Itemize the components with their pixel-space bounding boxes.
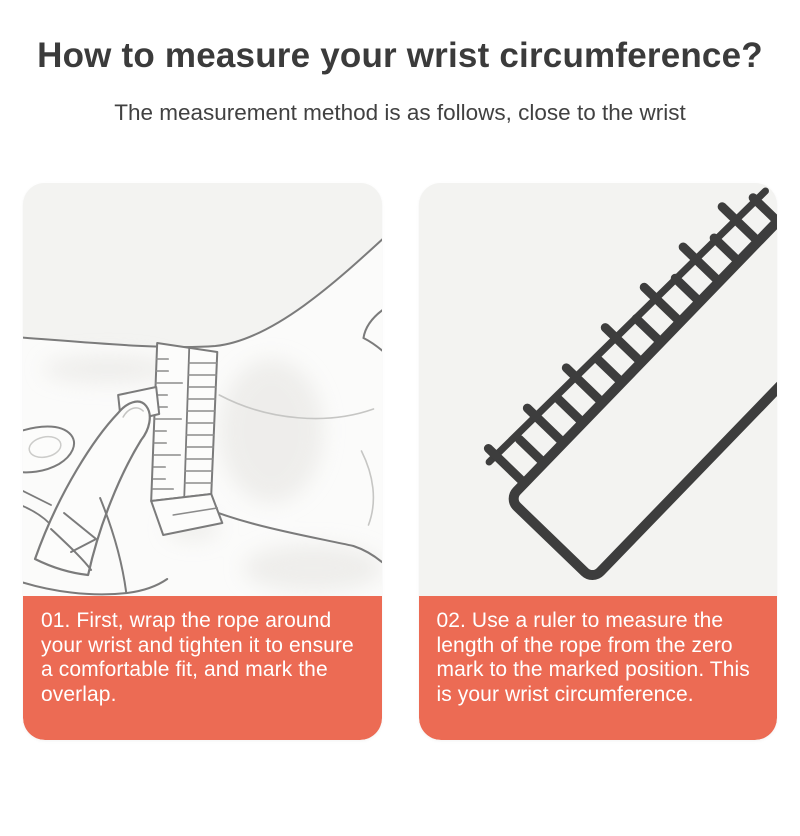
step-1-card — [23, 183, 382, 740]
rope-line — [489, 191, 765, 462]
wrist-measuring-illustration — [23, 183, 382, 596]
ruler-body — [473, 183, 777, 580]
step-2-card — [419, 183, 778, 740]
step-1-caption: 01. First, wrap the rope around your wrist and tighten it to ensure a comfortable fit, and mark the overlap. — [23, 596, 382, 740]
page-title: How to measure your wrist circumference? — [37, 36, 763, 75]
ruler-illustration — [419, 183, 778, 596]
ruler-outline — [509, 183, 777, 580]
measuring-tape — [151, 343, 222, 535]
step-1-illustration — [23, 183, 382, 596]
steps-row — [0, 183, 800, 740]
page-header — [0, 36, 800, 126]
step-2-caption: 02. Use a ruler to measure the length of the rope from the zero mark to the marked position. This is your wrist circumference. — [419, 596, 778, 740]
page-subtitle: The measurement method is as follows, close to the wrist — [114, 100, 686, 125]
step-2-illustration — [419, 183, 778, 596]
